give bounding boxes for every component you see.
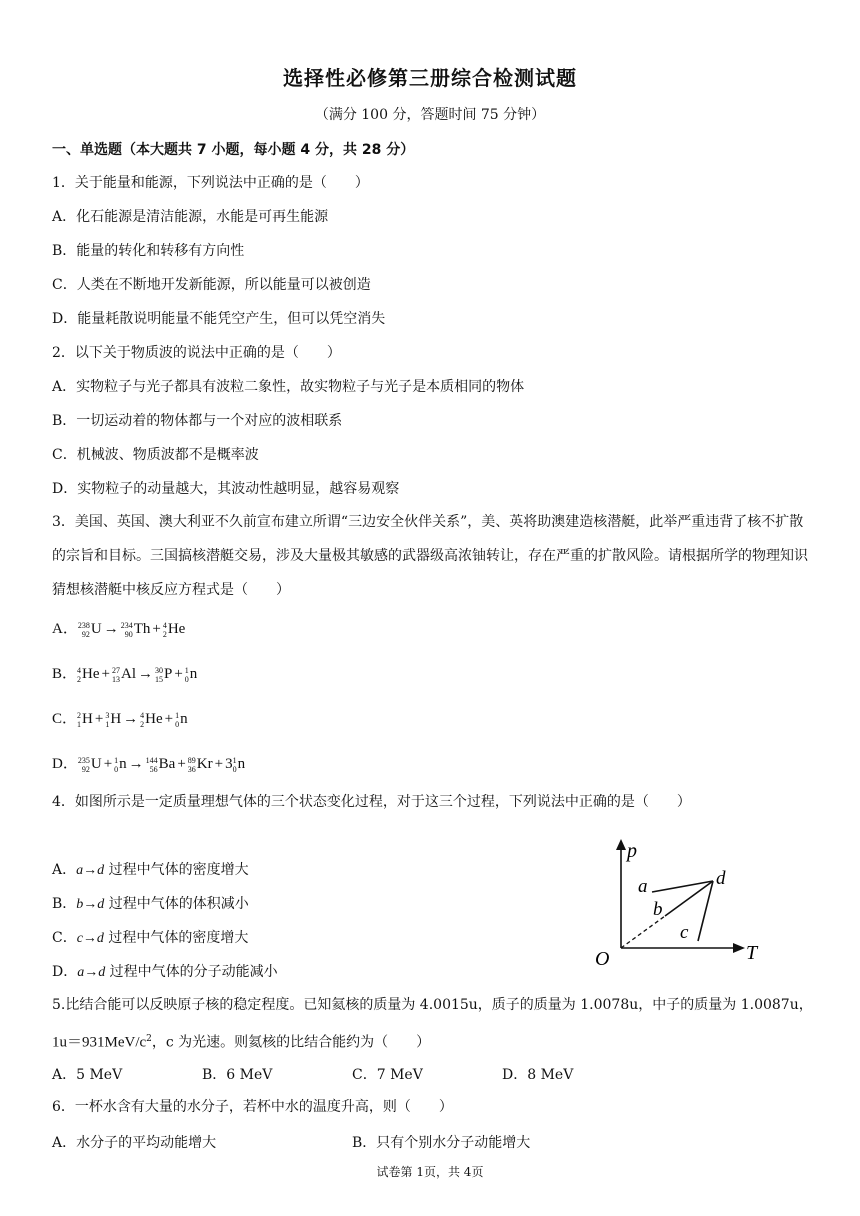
- q4-b-process: b→d: [76, 897, 105, 912]
- q1-option-c: C．人类在不断地开发新能源，所以能量可以被创造: [52, 277, 371, 293]
- q2-option-a: A．实物粒子与光子都具有波粒二象性，故实物粒子与光子是本质相同的物体: [52, 379, 525, 395]
- q5-unit-relation: 1u＝931MeV/c: [52, 1034, 147, 1051]
- origin-label: O: [595, 948, 610, 970]
- q5-stem-rest: ，c 为光速。则氦核的比结合能约为（ ）: [151, 1034, 431, 1051]
- q2-option-b: B．一切运动着的物体都与一个对应的波相联系: [52, 413, 343, 429]
- q4-a-text: 过程中气体的密度增大: [104, 862, 249, 878]
- section-heading: 一、单选题（本大题共 7 小题，每小题 4 分，共 28 分）: [52, 142, 415, 158]
- q1-stem: 1．关于能量和能源，下列说法中正确的是（ ）: [52, 175, 369, 191]
- exam-title: 选择性必修第三册综合检测试题: [283, 66, 577, 90]
- dashed-extension: [621, 916, 665, 948]
- point-a-label: a: [638, 876, 648, 897]
- q5-option-a: A．5 MeV: [52, 1067, 123, 1083]
- q3-option-d: D．235 92U + 1 0n → 144 56Ba + 89 36Kr + 31 0n: [52, 755, 246, 774]
- pt-diagram: [585, 835, 775, 975]
- q5-option-c: C．7 MeV: [352, 1067, 423, 1083]
- q4-option-b: B．b→d 过程中气体的体积减小: [52, 896, 249, 912]
- point-c-label: c: [680, 922, 689, 943]
- q5-option-b: B．6 MeV: [202, 1067, 273, 1083]
- q4-stem: 4．如图所示是一定质量理想气体的三个状态变化过程，对于这三个过程，下列说法中正确的是（ ）: [52, 794, 691, 810]
- q4-option-c: C．c→d 过程中气体的密度增大: [52, 930, 249, 946]
- q1-option-d: D．能量耗散说明能量不能凭空产生，但可以凭空消失: [52, 311, 386, 327]
- q4-c-text: 过程中气体的密度增大: [103, 930, 249, 946]
- q4-option-d: D．a→d 过程中气体的分子动能减小: [52, 964, 278, 980]
- q4-b-text: 过程中气体的体积减小: [104, 896, 249, 912]
- p-label: p: [627, 840, 637, 862]
- q3-option-b: B．4 2He + 27 13Al → 30 15P + 1 0n: [52, 665, 198, 684]
- q4-c-process: c→d: [76, 931, 104, 946]
- q6-option-b: B．只有个别水分子动能增大: [352, 1135, 531, 1151]
- q4-option-a: A．a→d 过程中气体的密度增大: [52, 862, 249, 878]
- q2-stem: 2．以下关于物质波的说法中正确的是（ ）: [52, 345, 341, 361]
- q5-stem: 5.比结合能可以反映原子核的稳定程度。已知氦核的质量为 4.0015u，质子的质量为 1.0078u，中子的质量为 1.0087u，: [52, 997, 813, 1013]
- q2-option-d: D．实物粒子的动量越大，其波动性越明显，越容易观察: [52, 481, 400, 497]
- q5-unit-exponent: 2: [146, 1034, 152, 1044]
- q6-option-a: A．水分子的平均动能增大: [52, 1135, 217, 1151]
- page-footer: 试卷第 1页，共 4页: [376, 1165, 484, 1179]
- q3-option-a: A．238 92U → 234 90Th + 4 2He: [52, 620, 186, 639]
- t-axis-arrow: [733, 943, 745, 953]
- q1-option-a: A．化石能源是清洁能源，水能是可再生能源: [52, 209, 329, 225]
- q3-option-b-label: B．: [52, 666, 78, 682]
- point-b-label: b: [653, 899, 663, 920]
- q5-option-d: D．8 MeV: [502, 1067, 574, 1083]
- line-a-d: [652, 881, 713, 892]
- q3-option-a-label: A．: [52, 621, 78, 637]
- q4-d-process: a→d: [77, 965, 106, 980]
- q3-stem: 3．美国、英国、澳大利亚不久前宣布建立所谓“三边安全伙伴关系”，美、英将助澳建造核潜艇，此举严重违背了核不扩散的宗旨和目标。三国搞核潜艇交易，涉及大量极其敏感的武器级高浓铀转让，存在严重的扩散风险。请根据所学的物理知识猜想核潜艇中核反应方程式是（ ）: [52, 514, 808, 598]
- exam-subtitle: （满分 100 分，答题时间 75 分钟）: [314, 107, 546, 123]
- q5-stem-line2: [52, 1030, 430, 1052]
- p-axis-arrow: [616, 839, 626, 850]
- q3-option-d-label: D．: [52, 756, 78, 772]
- point-d-label: d: [716, 868, 726, 889]
- q3-option-c: C．2 1H + 3 1H → 4 2He + 1 0n: [52, 710, 188, 729]
- t-label: T: [746, 942, 758, 964]
- q3-option-c-label: C．: [52, 711, 78, 727]
- q2-option-c: C．机械波、物质波都不是概率波: [52, 447, 259, 463]
- q4-d-text: 过程中气体的分子动能减小: [105, 964, 278, 980]
- q4-a-process: a→d: [76, 863, 105, 878]
- q6-stem: 6．一杯水含有大量的水分子，若杯中水的温度升高，则（ ）: [52, 1099, 453, 1115]
- q1-option-b: B．能量的转化和转移有方向性: [52, 243, 245, 259]
